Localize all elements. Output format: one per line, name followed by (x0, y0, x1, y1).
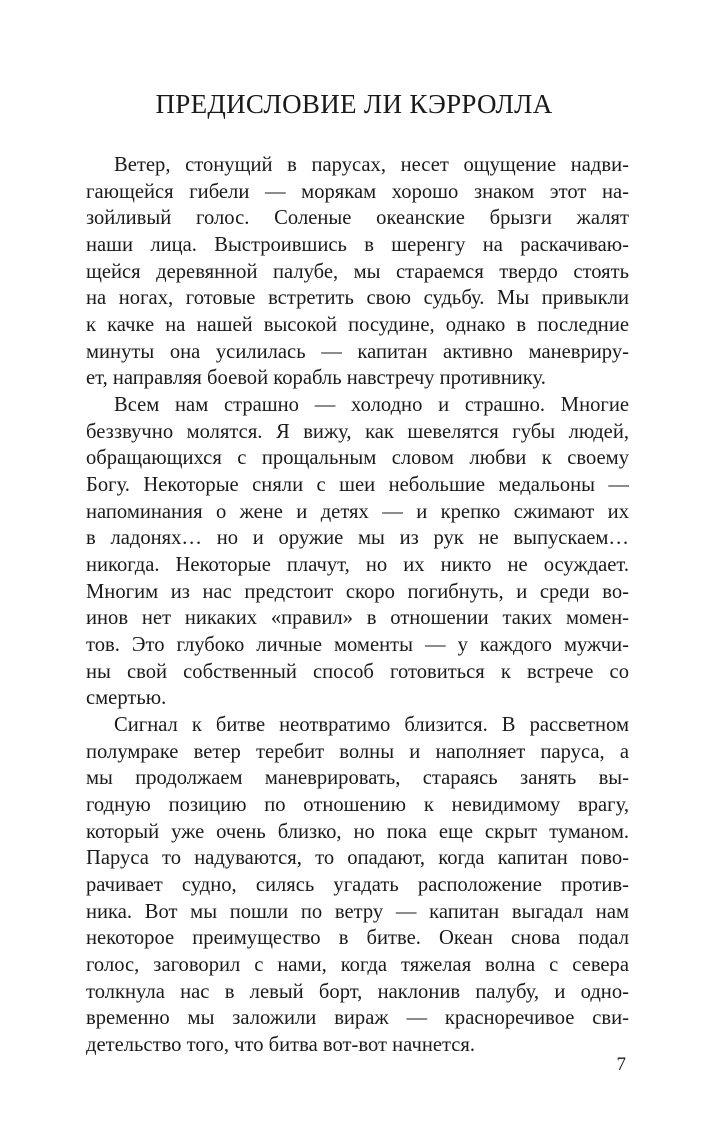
text-line: смертью. (86, 687, 167, 709)
text-line: напоминания о жене и детях — и крепко сжимают их (86, 501, 629, 523)
text-line: зойливый голос. Соленые океанские брызги жалят (86, 207, 629, 229)
text-line: обращающихся с прощальным словом любви к своему (86, 447, 629, 469)
text-line: полумраке ветер теребит волны и наполняет паруса, а (86, 741, 629, 763)
text-line: ет, направляя боевой корабль навстречу противнику. (86, 367, 546, 389)
text-line: Ветер, стонущий в парусах, несет ощущение надви- (114, 154, 629, 176)
text-line: тов. Это глубоко личные моменты — у каждого мужчи- (86, 634, 629, 656)
text-line: годную позицию по отношению к невидимому врагу, (86, 794, 629, 816)
text-line: беззвучно молятся. Я вижу, как шевелятся губы людей, (86, 421, 629, 443)
text-line: Всем нам страшно — холодно и страшно. Многие (114, 394, 629, 416)
text-line: который уже очень близко, но пока еще скрыт туманом. (86, 821, 629, 843)
text-line: на ногах, готовые встретить свою судьбу. Мы привыкли (86, 287, 629, 309)
chapter-title: ПРЕДИСЛОВИЕ ЛИ КЭРРОЛЛА (155, 89, 553, 119)
text-line: детельство того, что битва вот-вот начнется. (86, 1034, 476, 1056)
text-line: Многим из нас предстоит скоро погибнуть, и среди во- (86, 581, 629, 603)
text-line: щейся деревянной палубе, мы стараемся твердо стоять (86, 261, 629, 283)
text-line: Сигнал к битве неотвратимо близится. В рассветном (114, 714, 629, 736)
text-line: Паруса то надуваются, то опадают, когда капитан пово- (86, 847, 629, 869)
text-line: ника. Вот мы пошли по ветру — капитан выгадал нам (86, 901, 629, 923)
text-line: толкнула нас в левый борт, наклонив палубу, и одно- (86, 981, 629, 1003)
text-line: гающейся гибели — морякам хорошо знаком этот на- (86, 181, 629, 203)
text-line: рачивает судно, силясь угадать расположение против- (86, 874, 629, 896)
text-line: наши лица. Выстроившись в шеренгу на раскачиваю- (86, 234, 629, 256)
text-line: к качке на нашей высокой посудине, однако в последние (86, 314, 629, 336)
text-line: ны свой собственный способ готовиться к встрече со (86, 661, 629, 683)
text-line: некоторое преимущество в битве. Океан снова подал (86, 927, 629, 949)
text-line: минуты она усилилась — капитан активно маневриру- (86, 341, 629, 363)
text-line: в ладонях… но и оружие мы из рук не выпускаем… (86, 527, 629, 549)
text-line: никогда. Некоторые плачут, но их никто не осуждает. (86, 554, 629, 576)
text-line: мы продолжаем маневрировать, стараясь занять вы- (86, 767, 629, 789)
text-line: Богу. Некоторые сняли с шеи небольшие медальоны — (86, 474, 629, 496)
text-line: голос, заговорил с нами, когда тяжелая волна с севера (86, 954, 629, 976)
text-line: инов нет никаких «правил» в отношении таких момен- (86, 607, 629, 629)
text-line: временно мы заложили вираж — красноречивое сви- (86, 1007, 629, 1029)
page-number: 7 (616, 1054, 626, 1075)
